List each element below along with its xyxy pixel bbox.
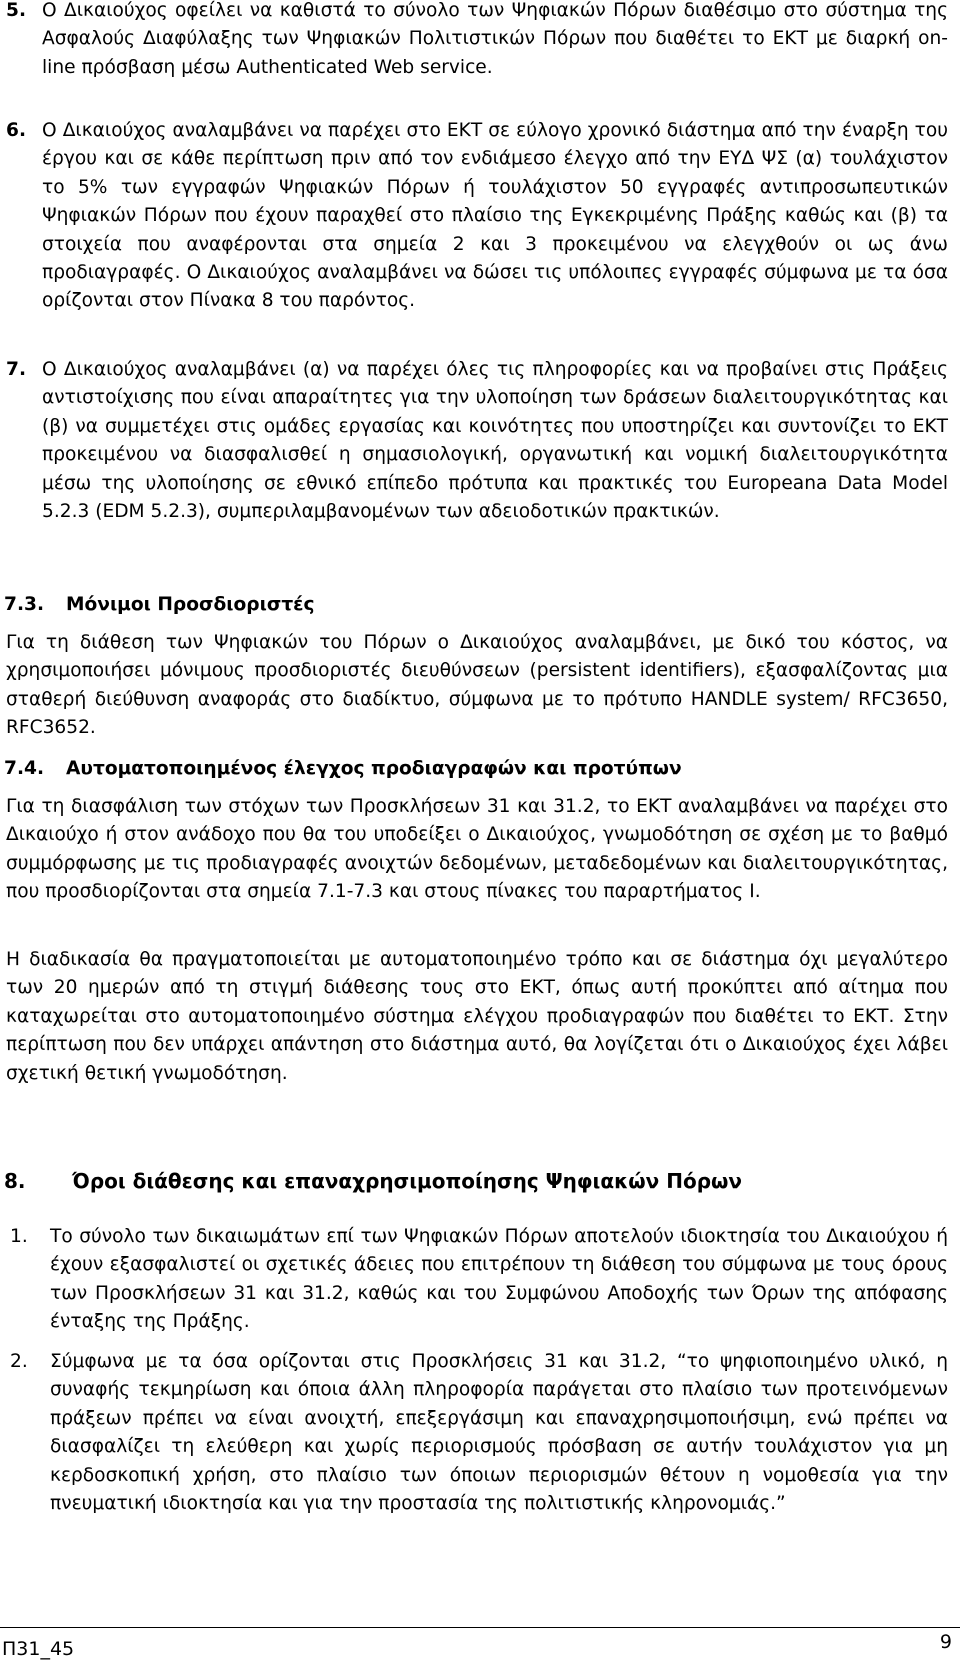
list-item-number: 6. (6, 120, 27, 141)
list-item-number: 5. (6, 0, 27, 21)
list-item-number: 2. (10, 1351, 28, 1372)
section-title: Μόνιμοι Προσδιοριστές (66, 594, 315, 615)
list-item-text: Ο Δικαιούχος αναλαμβάνει (α) να παρέχει όλες τις πληροφορίες και να προβαίνει στις Πράξεις αντιστοίχισης που είναι απαραίτητες για την υλοποίηση των δράσεων διαλειτουργικότητας και (β) να συμμετέχει στις ομάδες εργασίας και κοινότητες που υποστηρίζει και συντονίζει το ΕΚΤ προκειμένου να διασφαλισθεί η σημασιολογική, οργανωτική και νομική διαλειτουργικότητα μέσω της υλοποίησης σε εθνικό επίπεδο πρότυπα και πρακτικές του Europeana Data Model 5.2.3 (EDM 5.2.3), συμπεριλαμβανομένων των αδειοδοτικών πρακτικών. (42, 359, 948, 523)
list-item-6 (6, 117, 948, 316)
list-item-text: Το σύνολο των δικαιωμάτων επί των Ψηφιακών Πόρων αποτελούν ιδιοκτησία του Δικαιούχου ή έχουν εξασφαλιστεί οι σχετικές άδειες που επιτρέπουν τη διάθεση του σύμφωνα με τους όρους των Προσκλήσεων 31 και 31.2, καθώς και του Συμφώνου Αποδοχής των Όρων της απόφασης ένταξης της Πράξης. (50, 1226, 948, 1333)
paragraph-text: Για τη διασφάλιση των στόχων των Προσκλήσεων 31 και 31.2, το ΕΚΤ αναλαμβάνει να παρέχει στο Δικαιούχο ή στον ανάδοχο που θα του υποδείξει ο Δικαιούχος, γνωμοδότηση σε σχέση με το βαθμό συμμόρφωσης με τις προδιαγραφές ανοιχτών δεδομένων, μεταδεδομένων και διαλειτουργικότητας, που προσδιορίζονται στα σημεία 7.1-7.3 και στους πίνακες του παραρτήματος Ι. (6, 796, 948, 903)
section-number: 7.3. (4, 594, 45, 615)
footer-document-code: Π31_45 (2, 1638, 75, 1660)
list-item-5 (6, 0, 948, 82)
section-heading-7-4 (4, 755, 682, 783)
list-item-text: Σύμφωνα με τα όσα ορίζονται στις Προσκλήσεις 31 και 31.2, “το ψηφιοποιημένο υλικό, η συναφής τεκμηρίωση και όποια άλλη πληροφορία παράγεται στο πλαίσιο των προτεινόμενων πράξεων πρέπει να είναι ανοιχτή, επεξεργάσιμη και επαναχρησιμοποιήσιμη, ενώ πρέπει να διασφαλίζει τη ελεύθερη και χωρίς περιορισμούς πρόσβαση σε αυτήν τουλάχιστον για μη κερδοσκοπική χρήση, στο πλαίσιο των όποιων περιορισμών θέτουν η νομοθεσία για την πνευματική ιδιοκτησία και για την προστασία της πολιτιστικής κληρονομιάς.” (50, 1351, 948, 1515)
section-7-4-paragraph-2 (6, 946, 948, 1088)
list-item-text: Ο Δικαιούχος οφείλει να καθιστά το σύνολο των Ψηφιακών Πόρων διαθέσιμο στο σύστημα της Ασφαλούς Διαφύλαξης των Ψηφιακών Πολιτιστικών Πόρων που διαθέτει το ΕΚΤ με διαρκή on-line πρόσβαση μέσω Authenticated Web service. (42, 0, 948, 78)
section-8-list-item-1 (10, 1223, 948, 1337)
section-heading-7-3 (4, 591, 315, 619)
paragraph-text: Η διαδικασία θα πραγματοποιείται με αυτοματοποιημένο τρόπο και σε διάστημα όχι μεγαλύτερο των 20 ημερών από τη στιγμή διάθεσης τους στο ΕΚΤ, όπως αυτή προκύπτει από αίτημα που καταχωρείται στο αυτοματοποιημένο σύστημα ελέγχου προδιαγραφών που διαθέτει το ΕΚΤ. Στην περίπτωση που δεν υπάρχει απάντηση στο διάστημα αυτό, θα λογίζεται ότι ο Δικαιούχος έχει λάβει σχετική θετική γνωμοδότηση. (6, 949, 948, 1084)
section-number: 8. (4, 1169, 26, 1193)
footer-page-number: 9 (939, 1631, 952, 1653)
section-7-3-paragraph (6, 629, 948, 743)
paragraph-text: Για τη διάθεση των Ψηφιακών του Πόρων ο Δικαιούχος αναλαμβάνει, με δικό του κόστος, να χρησιμοποιήσει μόνιμους προσδιοριστές διευθύνσεων (persistent identifiers), εξασφαλίζοντας μια σταθερή διεύθυνση αναφοράς στο διαδίκτυο, σύμφωνα με το πρότυπο HANDLE system/ RFC3650, RFC3652. (6, 632, 948, 739)
section-heading-8 (4, 1167, 742, 1195)
list-item-text: Ο Δικαιούχος αναλαμβάνει να παρέχει στο ΕΚΤ σε εύλογο χρονικό διάστημα από την έναρξη του έργου και σε κάθε περίπτωση πριν από τον ενδιάμεσο έλεγχο από την ΕΥΔ ΨΣ (α) τουλάχιστον το 5% των εγγραφών Ψηφιακών Πόρων ή τουλάχιστον 50 εγγραφές αντιπροσωπευτικών Ψηφιακών Πόρων που έχουν παραχθεί στο πλαίσιο της Εγκεκριμένης Πράξης καθώς και (β) τα στοιχεία που αναφέρονται στα σημεία 2 και 3 προκειμένου να ελεγχθούν οι ως άνω προδιαγραφές. Ο Δικαιούχος αναλαμβάνει να δώσει τις υπόλοιπες εγγραφές σύμφωνα με τα όσα ορίζονται στον Πίνακα 8 του παρόντος. (42, 120, 948, 312)
footer-divider (0, 1627, 960, 1628)
list-item-7 (6, 356, 948, 526)
list-item-number: 7. (6, 359, 27, 380)
section-8-list-item-2 (10, 1348, 948, 1518)
section-number: 7.4. (4, 758, 45, 779)
section-7-4-paragraph-1 (6, 793, 948, 907)
list-item-number: 1. (10, 1226, 28, 1247)
section-title: Όροι διάθεσης και επαναχρησιμοποίησης Ψηφιακών Πόρων (72, 1169, 743, 1193)
section-title: Αυτοματοποιημένος έλεγχος προδιαγραφών και προτύπων (66, 758, 682, 779)
